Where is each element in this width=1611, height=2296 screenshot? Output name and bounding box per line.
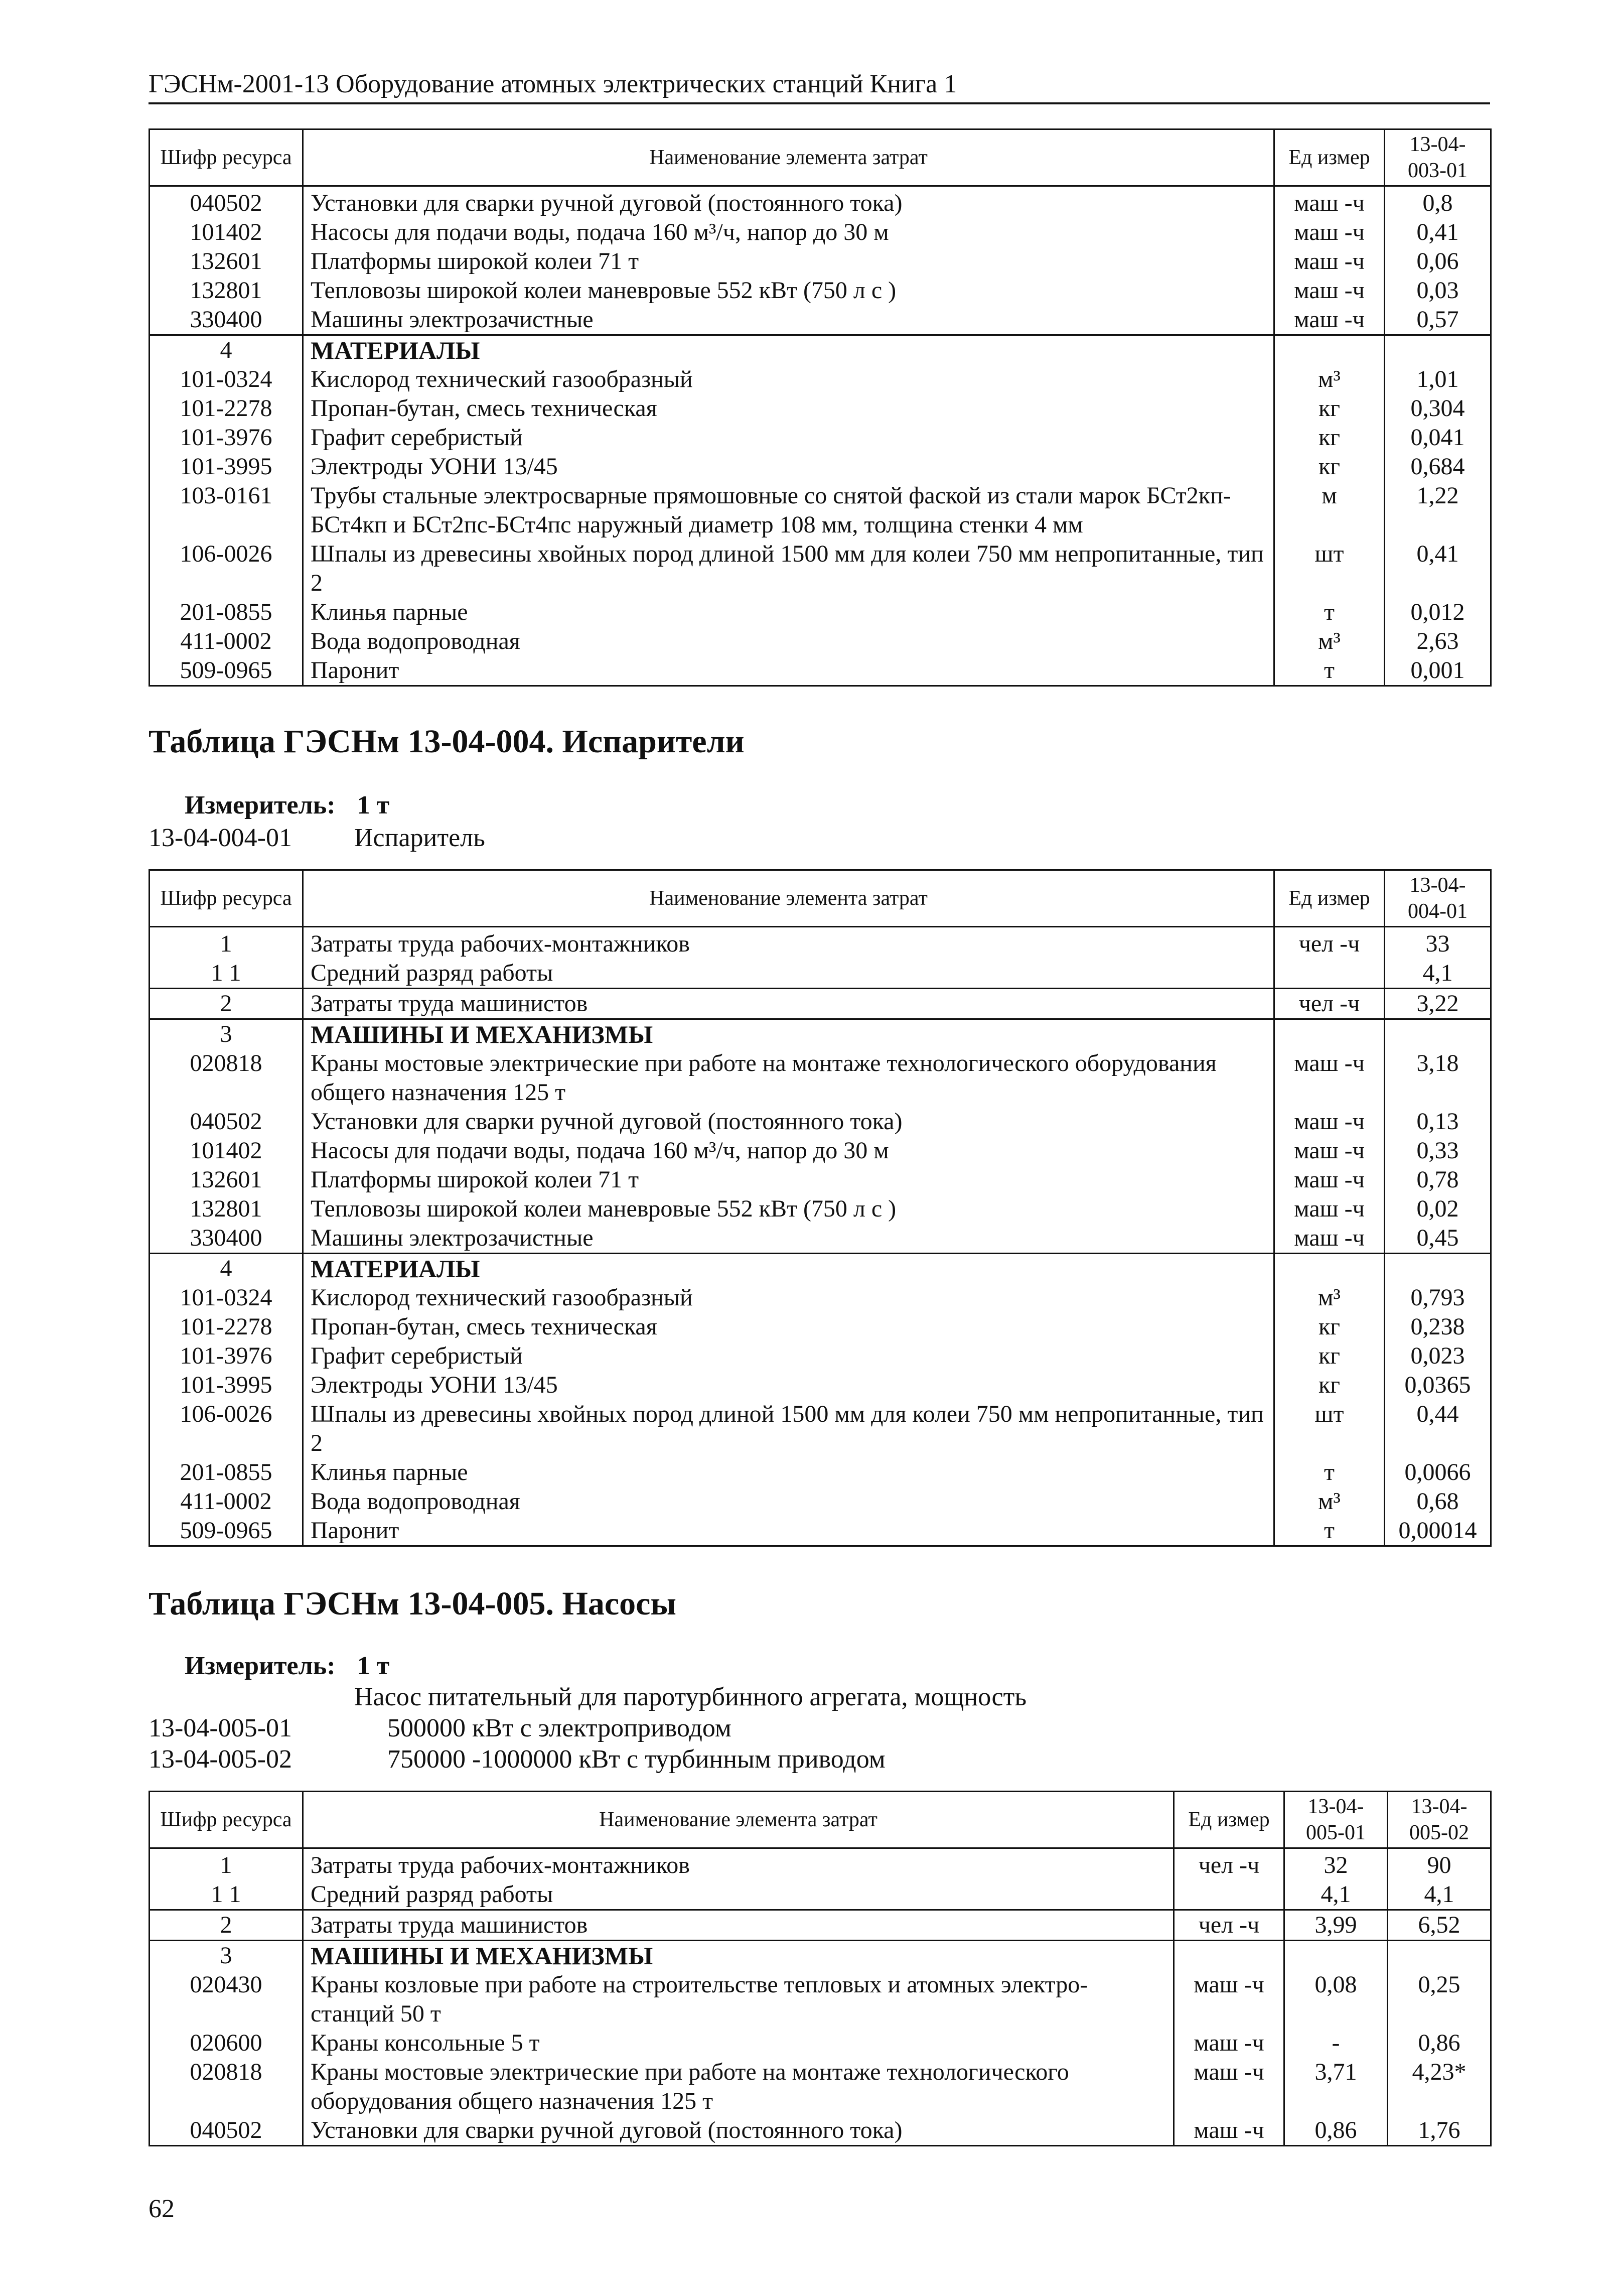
resource-name: Кислород технический газообразный (303, 1283, 1274, 1312)
resource-name: Электроды УОНИ 13/45 (303, 1371, 1274, 1400)
col-header-value-1 (1284, 1792, 1388, 1848)
unit: маш -ч (1274, 186, 1385, 218)
resource-name: Графит серебристый (303, 1341, 1274, 1371)
resource-code: 1 1 (150, 1880, 303, 1910)
col-header-unit: Ед измер (1274, 129, 1385, 186)
section-row (150, 1254, 1491, 1284)
norm-value: 0,00014 (1385, 1516, 1491, 1546)
norm-value: 1,01 (1385, 365, 1491, 394)
resource-name: Вода водопроводная (303, 627, 1274, 656)
table-row (150, 2029, 1491, 2058)
table-row (150, 1136, 1491, 1165)
resource-code: 1 (150, 927, 303, 959)
section-row (150, 335, 1491, 365)
value-header: 13-04-005-01 (1306, 1795, 1366, 1844)
section-title: МАТЕРИАЛЫ (303, 1254, 1274, 1284)
item-name: Испаритель (354, 824, 485, 852)
norm-value: 0,33 (1385, 1136, 1491, 1165)
section-title: МАШИНЫ И МЕХАНИЗМЫ (303, 1019, 1274, 1049)
unit: маш -ч (1274, 276, 1385, 305)
norm-value: 0,793 (1385, 1283, 1491, 1312)
measure-label: Измеритель: (185, 1652, 336, 1680)
unit: маш -ч (1174, 2029, 1284, 2058)
table-row (150, 959, 1491, 989)
group-label: Насос питательный для паротурбинного агрегата, мощность (354, 1683, 1027, 1711)
norm-value: 0,06 (1385, 247, 1491, 276)
unit (1274, 1254, 1385, 1284)
unit: маш -ч (1274, 247, 1385, 276)
unit: кг (1274, 452, 1385, 481)
col-header-value (1385, 129, 1491, 186)
section-title: МАТЕРИАЛЫ (303, 335, 1274, 365)
unit: маш -ч (1274, 218, 1385, 247)
unit: т (1274, 598, 1385, 627)
resource-name: Паронит (303, 656, 1274, 686)
resource-code: 101-2278 (150, 394, 303, 423)
unit: маш -ч (1274, 1165, 1385, 1194)
resource-code: 509-0965 (150, 1516, 303, 1546)
resource-code: 101402 (150, 1136, 303, 1165)
norm-value: 0,0066 (1385, 1458, 1491, 1487)
norm-value: 33 (1385, 927, 1491, 959)
resource-code: 101402 (150, 218, 303, 247)
resource-code: 201-0855 (150, 598, 303, 627)
table-row (150, 423, 1491, 452)
norm-value: 0,0365 (1385, 1371, 1491, 1400)
resource-name: Затраты труда рабочих-монтажников (303, 1848, 1174, 1880)
norm-value: 4,1 (1284, 1880, 1388, 1910)
measure-value: 1 т (357, 1652, 390, 1680)
norm-value: 0,023 (1385, 1341, 1491, 1371)
resource-code: 020818 (150, 2058, 303, 2116)
header-rule (149, 102, 1490, 104)
resource-name: Клинья парные (303, 1458, 1274, 1487)
resource-name: Трубы стальные электросварные прямошовные со снятой фаской из стали марок БСт2кп-БСт4кп и БСт2пс-БСт4пс наружный диаметр 108 мм, толщина стенки 4 мм (303, 481, 1274, 539)
unit: кг (1274, 394, 1385, 423)
norm-value: 0,684 (1385, 452, 1491, 481)
unit (1274, 335, 1385, 365)
resource-name: Шпалы из древесины хвойных пород длиной 1500 мм для колеи 750 мм непропитанные, тип 2 (303, 1400, 1274, 1458)
resource-name: Шпалы из древесины хвойных пород длиной 1500 мм для колеи 750 мм непропитанные, тип 2 (303, 539, 1274, 598)
unit (1274, 959, 1385, 989)
resource-name: Установки для сварки ручной дуговой (постоянного тока) (303, 1107, 1274, 1136)
resource-name: Клинья парные (303, 598, 1274, 627)
norm-value: 3,22 (1385, 989, 1491, 1019)
col-header-code: Шифр ресурса (150, 1792, 303, 1848)
resource-code: 132801 (150, 276, 303, 305)
resource-code: 040502 (150, 2116, 303, 2146)
unit: маш -ч (1274, 305, 1385, 335)
table-row (150, 1880, 1491, 1910)
table-row (150, 2116, 1491, 2146)
unit: м³ (1274, 1487, 1385, 1516)
norm-value: 0,041 (1385, 423, 1491, 452)
table-row (150, 1400, 1491, 1458)
resource-code: 040502 (150, 1107, 303, 1136)
section-row (150, 1019, 1491, 1049)
resource-name: Средний разряд работы (303, 959, 1274, 989)
unit: кг (1274, 1312, 1385, 1341)
norm-value: 0,86 (1388, 2029, 1491, 2058)
table-title-13-04-004: Таблица ГЭСНм 13-04-004. Испарители (149, 723, 745, 760)
section-title: МАШИНЫ И МЕХАНИЗМЫ (303, 1941, 1174, 1971)
table-row (150, 656, 1491, 686)
item-name-2: 750000 -1000000 кВт с турбинным приводом (387, 1745, 886, 1774)
resource-code: 3 (150, 1941, 303, 1971)
norm-value: - (1284, 2029, 1388, 2058)
resource-code: 101-0324 (150, 1283, 303, 1312)
norm-value: 4,1 (1388, 1880, 1491, 1910)
norm-value: 0,03 (1385, 276, 1491, 305)
unit (1274, 1019, 1385, 1049)
norm-value (1385, 335, 1491, 365)
table-row (150, 186, 1491, 218)
unit: чел -ч (1174, 1910, 1284, 1941)
unit: т (1274, 1516, 1385, 1546)
table-row (150, 598, 1491, 627)
norm-value: 0,012 (1385, 598, 1491, 627)
col-header-unit: Ед измер (1274, 870, 1385, 927)
resource-name: Затраты труда машинистов (303, 989, 1274, 1019)
resource-code: 040502 (150, 186, 303, 218)
table-row (150, 1107, 1491, 1136)
resource-code: 132601 (150, 247, 303, 276)
table-row (150, 1371, 1491, 1400)
resource-name: Пропан-бутан, смесь техническая (303, 394, 1274, 423)
norm-value: 4,23* (1388, 2058, 1491, 2116)
table-row (150, 1458, 1491, 1487)
resource-code: 330400 (150, 1224, 303, 1254)
unit: маш -ч (1274, 1224, 1385, 1254)
norm-value: 3,99 (1284, 1910, 1388, 1941)
resource-code: 411-0002 (150, 627, 303, 656)
norm-value: 3,18 (1385, 1049, 1491, 1107)
unit: чел -ч (1174, 1848, 1284, 1880)
section-row (150, 1941, 1491, 1971)
value-header: 13-04-004-01 (1408, 874, 1468, 923)
norm-value: 0,304 (1385, 394, 1491, 423)
col-header-unit: Ед измер (1174, 1792, 1284, 1848)
norm-value (1385, 1019, 1491, 1049)
table-row (150, 1194, 1491, 1224)
resource-name: Вода водопроводная (303, 1487, 1274, 1516)
table-row (150, 627, 1491, 656)
page-number: 62 (149, 2195, 175, 2223)
unit: маш -ч (1274, 1107, 1385, 1136)
item-code-2: 13-04-005-02 (149, 1745, 292, 1774)
table-row (150, 1516, 1491, 1546)
unit: чел -ч (1274, 989, 1385, 1019)
resource-name: Платформы широкой колеи 71 т (303, 1165, 1274, 1194)
measure-line (185, 790, 389, 820)
norm-value: 0,86 (1284, 2116, 1388, 2146)
norm-value (1388, 1941, 1491, 1971)
resource-code: 020430 (150, 1970, 303, 2029)
norm-value: 0,44 (1385, 1400, 1491, 1458)
table-row (150, 989, 1491, 1019)
resource-code: 101-2278 (150, 1312, 303, 1341)
unit: шт (1274, 1400, 1385, 1458)
table-row (150, 2058, 1491, 2116)
resource-name: Краны козловые при работе на строительстве тепловых и атомных электро- станций 50 т (303, 1970, 1174, 2029)
unit: м³ (1274, 365, 1385, 394)
table-title-13-04-005: Таблица ГЭСНм 13-04-005. Насосы (149, 1585, 676, 1622)
table-row (150, 1049, 1491, 1107)
table-row (150, 247, 1491, 276)
resource-code: 411-0002 (150, 1487, 303, 1516)
norm-value: 0,238 (1385, 1312, 1491, 1341)
norm-value: 0,68 (1385, 1487, 1491, 1516)
norm-value: 0,02 (1385, 1194, 1491, 1224)
resource-code: 101-3995 (150, 1371, 303, 1400)
resource-name: Краны мостовые электрические при работе на монтаже технологического оборудования общего назначения 125 т (303, 2058, 1174, 2116)
table-row (150, 1487, 1491, 1516)
page-header: ГЭСНм-2001-13 Оборудование атомных электрических станций Книга 1 (149, 70, 957, 98)
table-row (150, 365, 1491, 394)
resource-name: Электроды УОНИ 13/45 (303, 452, 1274, 481)
unit: маш -ч (1274, 1136, 1385, 1165)
norm-value: 3,71 (1284, 2058, 1388, 2116)
value-header: 13-04-005-02 (1409, 1795, 1469, 1844)
resource-code: 132601 (150, 1165, 303, 1194)
unit: м³ (1274, 1283, 1385, 1312)
norm-value: 0,08 (1284, 1970, 1388, 2029)
resource-name: Тепловозы широкой колеи маневровые 552 кВт (750 л с ) (303, 1194, 1274, 1224)
norm-value: 0,41 (1385, 539, 1491, 598)
norm-value: 90 (1388, 1848, 1491, 1880)
table-row (150, 927, 1491, 959)
norm-value: 0,001 (1385, 656, 1491, 686)
table-row (150, 218, 1491, 247)
resource-code: 020600 (150, 2029, 303, 2058)
resource-name: Средний разряд работы (303, 1880, 1174, 1910)
table-13-04-004 (149, 869, 1492, 1547)
table-row (150, 1848, 1491, 1880)
item-code: 13-04-004-01 (149, 824, 292, 852)
norm-value: 0,41 (1385, 218, 1491, 247)
table-row (150, 1224, 1491, 1254)
table-13-04-005 (149, 1791, 1492, 2146)
norm-value: 1,76 (1388, 2116, 1491, 2146)
norm-value: 0,8 (1385, 186, 1491, 218)
resource-name: Платформы широкой колеи 71 т (303, 247, 1274, 276)
resource-name: Кислород технический газообразный (303, 365, 1274, 394)
resource-code: 101-0324 (150, 365, 303, 394)
resource-name: Насосы для подачи воды, подача 160 м³/ч, напор до 30 м (303, 218, 1274, 247)
table-13-04-003 (149, 128, 1492, 687)
table-row (150, 1970, 1491, 2029)
resource-code: 2 (150, 989, 303, 1019)
resource-name: Машины электрозачистные (303, 1224, 1274, 1254)
resource-code: 101-3976 (150, 423, 303, 452)
measure-line (185, 1651, 389, 1681)
resource-code: 101-3995 (150, 452, 303, 481)
norm-value: 32 (1284, 1848, 1388, 1880)
unit: маш -ч (1174, 2116, 1284, 2146)
col-header-code: Шифр ресурса (150, 870, 303, 927)
norm-value (1284, 1941, 1388, 1971)
unit: маш -ч (1174, 2058, 1284, 2116)
measure-value: 1 т (357, 791, 390, 820)
resource-code: 330400 (150, 305, 303, 335)
unit (1174, 1941, 1284, 1971)
unit: кг (1274, 1341, 1385, 1371)
unit: маш -ч (1274, 1194, 1385, 1224)
resource-code: 4 (150, 335, 303, 365)
resource-code: 106-0026 (150, 1400, 303, 1458)
resource-name: Графит серебристый (303, 423, 1274, 452)
col-header-name: Наименование элемента затрат (303, 1792, 1174, 1848)
table-row (150, 305, 1491, 335)
table-row (150, 452, 1491, 481)
resource-name: Установки для сварки ручной дуговой (постоянного тока) (303, 2116, 1174, 2146)
unit: м³ (1274, 627, 1385, 656)
resource-code: 3 (150, 1019, 303, 1049)
norm-value: 6,52 (1388, 1910, 1491, 1941)
col-header-value (1385, 870, 1491, 927)
resource-name: Установки для сварки ручной дуговой (постоянного тока) (303, 186, 1274, 218)
col-header-name: Наименование элемента затрат (303, 129, 1274, 186)
value-header: 13-04-003-01 (1408, 133, 1468, 182)
resource-code: 106-0026 (150, 539, 303, 598)
unit: маш -ч (1174, 1970, 1284, 2029)
resource-code: 509-0965 (150, 656, 303, 686)
item-name-1: 500000 кВт с электроприводом (387, 1714, 731, 1742)
table-row (150, 1312, 1491, 1341)
resource-code: 103-0161 (150, 481, 303, 539)
resource-code: 1 1 (150, 959, 303, 989)
col-header-value-2 (1388, 1792, 1491, 1848)
unit (1174, 1880, 1284, 1910)
resource-code: 201-0855 (150, 1458, 303, 1487)
norm-value: 1,22 (1385, 481, 1491, 539)
table-row (150, 539, 1491, 598)
norm-value (1385, 1254, 1491, 1284)
item-code-1: 13-04-005-01 (149, 1714, 292, 1742)
resource-name: Паронит (303, 1516, 1274, 1546)
table-row (150, 1341, 1491, 1371)
resource-name: Затраты труда машинистов (303, 1910, 1174, 1941)
unit: маш -ч (1274, 1049, 1385, 1107)
norm-value: 2,63 (1385, 627, 1491, 656)
resource-name: Тепловозы широкой колеи маневровые 552 кВт (750 л с ) (303, 276, 1274, 305)
resource-name: Пропан-бутан, смесь техническая (303, 1312, 1274, 1341)
unit: шт (1274, 539, 1385, 598)
resource-name: Машины электрозачистные (303, 305, 1274, 335)
resource-name: Краны мостовые электрические при работе на монтаже технологического оборудования общего назначения 125 т (303, 1049, 1274, 1107)
resource-code: 4 (150, 1254, 303, 1284)
norm-value: 4,1 (1385, 959, 1491, 989)
norm-value: 0,57 (1385, 305, 1491, 335)
resource-name: Насосы для подачи воды, подача 160 м³/ч, напор до 30 м (303, 1136, 1274, 1165)
norm-value: 0,13 (1385, 1107, 1491, 1136)
norm-value: 0,25 (1388, 1970, 1491, 2029)
table-row (150, 1283, 1491, 1312)
table-row (150, 276, 1491, 305)
table-row (150, 394, 1491, 423)
unit: м (1274, 481, 1385, 539)
unit: кг (1274, 1371, 1385, 1400)
resource-code: 2 (150, 1910, 303, 1941)
unit: т (1274, 1458, 1385, 1487)
measure-label: Измеритель: (185, 791, 336, 820)
unit: кг (1274, 423, 1385, 452)
table-row (150, 481, 1491, 539)
unit: т (1274, 656, 1385, 686)
resource-code: 1 (150, 1848, 303, 1880)
unit: чел -ч (1274, 927, 1385, 959)
resource-code: 020818 (150, 1049, 303, 1107)
norm-value: 0,45 (1385, 1224, 1491, 1254)
table-row (150, 1910, 1491, 1941)
resource-code: 132801 (150, 1194, 303, 1224)
col-header-code: Шифр ресурса (150, 129, 303, 186)
resource-name: Краны консольные 5 т (303, 2029, 1174, 2058)
resource-code: 101-3976 (150, 1341, 303, 1371)
col-header-name: Наименование элемента затрат (303, 870, 1274, 927)
norm-value: 0,78 (1385, 1165, 1491, 1194)
resource-name: Затраты труда рабочих-монтажников (303, 927, 1274, 959)
table-row (150, 1165, 1491, 1194)
